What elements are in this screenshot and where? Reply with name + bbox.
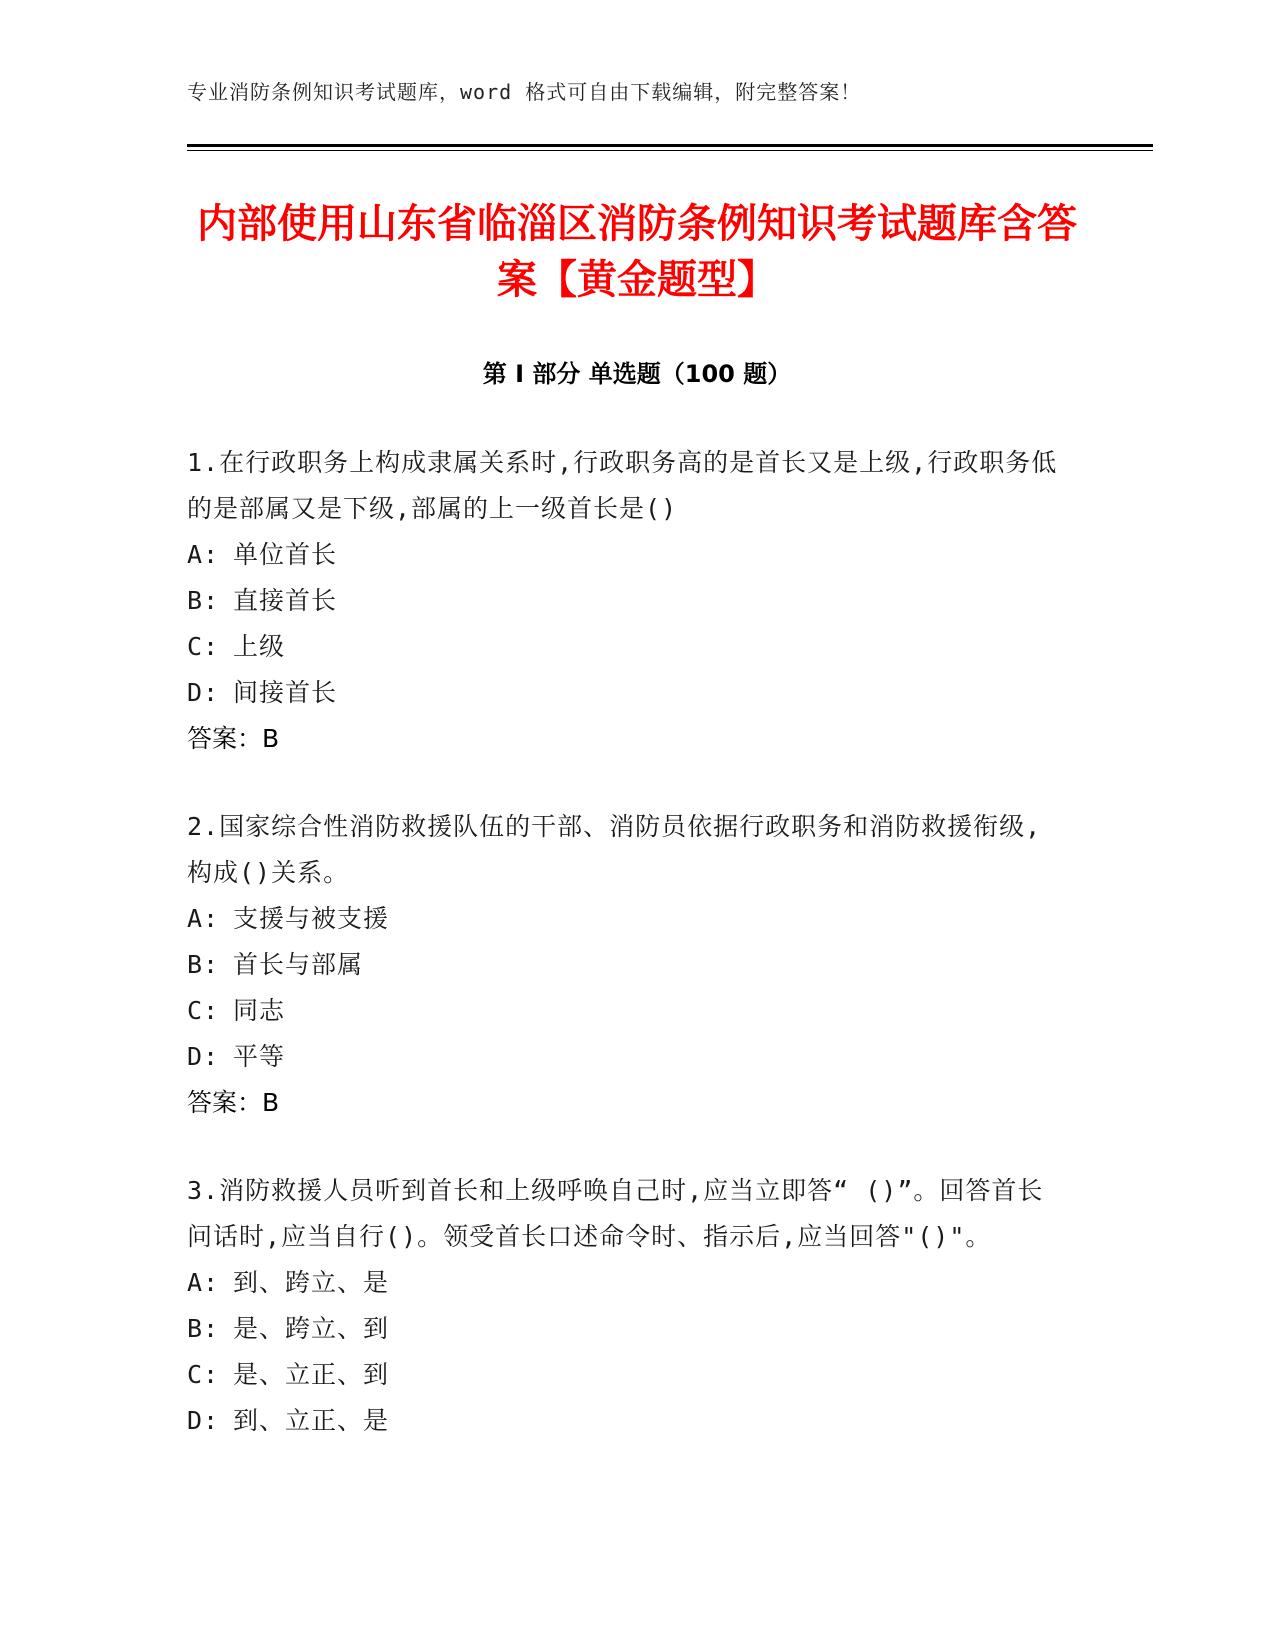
section-title: 第 I 部分 单选题（100 题）: [482, 360, 792, 388]
answer-line: 答案：B: [187, 1088, 280, 1117]
option-letter: D:: [187, 678, 220, 707]
option-letter: D:: [187, 1406, 220, 1435]
option-b: [187, 578, 1067, 624]
question-stem: 1.在行政职务上构成隶属关系时,行政职务高的是首长又是上级,行政职务低的是部属又是下级,部属的上一级首长是(): [187, 448, 1058, 523]
question-2: [187, 804, 1067, 1126]
question-stem: 2.国家综合性消防救援队伍的干部、消防员依据行政职务和消防救援衔级,构成()关系。: [187, 812, 1042, 887]
question-list: [187, 440, 1067, 1486]
option-text: 是、跨立、到: [233, 1314, 390, 1343]
question-stem: 3.消防救援人员听到首长和上级呼唤自己时,应当立即答“ ()”。回答首长问话时,应当自行()。领受首长口述命令时、指示后,应当回答"()"。: [187, 1176, 1044, 1251]
option-a: [187, 896, 1067, 942]
option-letter: C:: [187, 996, 220, 1025]
option-text: 间接首长: [233, 678, 338, 707]
option-text: 是、立正、到: [233, 1360, 390, 1389]
option-letter: B:: [187, 586, 220, 615]
header-rule-thick: [187, 144, 1153, 147]
option-d: [187, 1398, 1067, 1444]
option-text: 同志: [233, 996, 286, 1025]
option-c: [187, 624, 1067, 670]
option-c: [187, 1352, 1067, 1398]
option-text: 上级: [233, 632, 286, 661]
option-text: 首长与部属: [233, 950, 364, 979]
answer-line: 答案：B: [187, 724, 280, 753]
option-letter: D:: [187, 1042, 220, 1071]
option-b: [187, 1306, 1067, 1352]
option-letter: B:: [187, 1314, 220, 1343]
header-note: 专业消防条例知识考试题库，word 格式可自由下载编辑，附完整答案！: [187, 80, 862, 104]
option-a: [187, 532, 1067, 578]
option-b: [187, 942, 1067, 988]
option-d: [187, 1034, 1067, 1080]
option-c: [187, 988, 1067, 1034]
option-text: 平等: [233, 1042, 286, 1071]
option-d: [187, 670, 1067, 716]
option-letter: A:: [187, 1268, 220, 1297]
option-text: 到、跨立、是: [233, 1268, 390, 1297]
question-1: [187, 440, 1067, 762]
option-text: 单位首长: [233, 540, 338, 569]
option-text: 到、立正、是: [233, 1406, 390, 1435]
question-3: [187, 1168, 1067, 1444]
option-text: 支援与被支援: [233, 904, 390, 933]
option-text: 直接首长: [233, 586, 338, 615]
option-letter: B:: [187, 950, 220, 979]
option-letter: C:: [187, 1360, 220, 1389]
option-letter: C:: [187, 632, 220, 661]
header-rule-thin: [187, 150, 1153, 151]
document-title: 内部使用山东省临淄区消防条例知识考试题库含答案【黄金题型】: [197, 201, 1077, 303]
option-letter: A:: [187, 540, 220, 569]
option-letter: A:: [187, 904, 220, 933]
option-a: [187, 1260, 1067, 1306]
